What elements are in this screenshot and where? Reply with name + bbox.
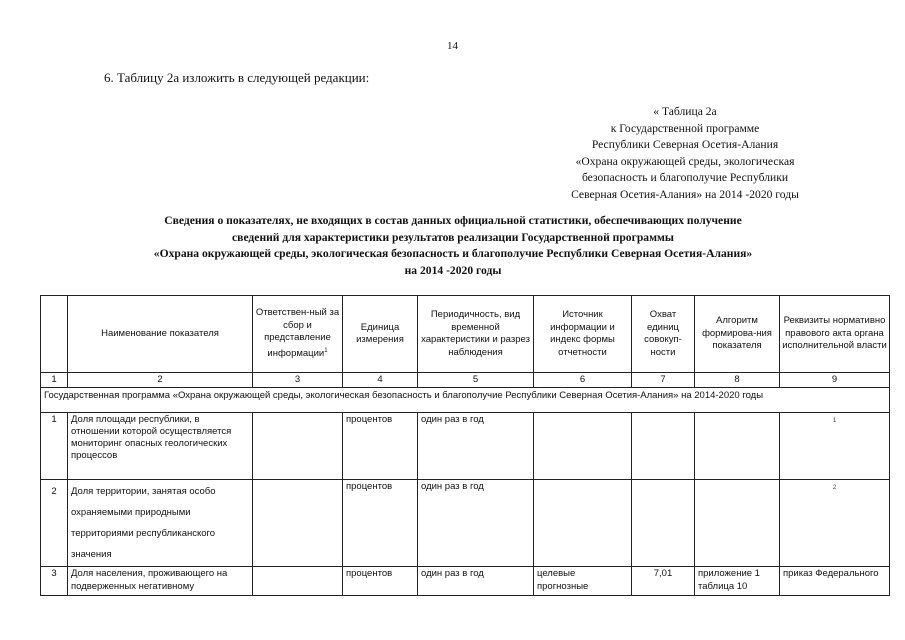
column-number: 9 bbox=[780, 373, 890, 388]
column-number: 5 bbox=[418, 373, 534, 388]
coverage-cell: 7,01 bbox=[632, 567, 695, 596]
column-number: 7 bbox=[632, 373, 695, 388]
requisites-cell bbox=[780, 413, 890, 480]
table-reference-line: к Государственной программе bbox=[610, 121, 760, 135]
source-cell: целевые прогнозные bbox=[534, 567, 632, 596]
program-title-cell: Государственная программа «Охрана окружающей среды, экологическая безопасность и благополучие Республики Северная Осетия-Алания» на 2014-2020 годы bbox=[41, 388, 890, 413]
indicator-name: Доля населения, проживающего на подверженных негативному bbox=[68, 567, 253, 596]
document-title bbox=[40, 213, 866, 279]
table-row bbox=[41, 413, 890, 480]
column-number-row bbox=[41, 373, 890, 388]
indicators-table bbox=[40, 295, 890, 596]
table-row bbox=[41, 567, 890, 596]
algorithm-cell bbox=[695, 413, 780, 480]
header-cell: Периодичность, вид временной характеристики и разрез наблюдения bbox=[418, 296, 534, 373]
algorithm-cell: приложение 1 таблица 10 bbox=[695, 567, 780, 596]
program-row bbox=[41, 388, 890, 413]
row-number: 1 bbox=[41, 413, 68, 480]
periodicity-cell: один раз в год bbox=[418, 567, 534, 596]
table-row bbox=[41, 480, 890, 567]
column-number: 8 bbox=[695, 373, 780, 388]
footnote-marker: 1 bbox=[832, 418, 837, 424]
table-reference-line: безопасность и благополучие Республики bbox=[581, 171, 789, 184]
requisites-cell bbox=[780, 480, 890, 567]
header-row bbox=[41, 296, 890, 373]
responsible-cell bbox=[253, 567, 343, 596]
column-number: 6 bbox=[534, 373, 632, 388]
indicator-name: Доля территории, занятая особо охраняемыми природными территориями республиканского значения bbox=[68, 480, 253, 567]
header-cell bbox=[253, 296, 343, 373]
row-number: 2 bbox=[41, 480, 68, 567]
title-line: «Охрана окружающей среды, экологическая безопасность и благополучие Республики Северная Осетия-Алания» bbox=[153, 247, 753, 260]
header-text: Ответствен-ный за сбор и представление информации bbox=[255, 307, 340, 360]
coverage-cell bbox=[632, 413, 695, 480]
responsible-cell bbox=[253, 480, 343, 567]
header-cell bbox=[41, 296, 68, 373]
footnote-marker: 1 bbox=[324, 347, 328, 354]
header-cell: Наименование показателя bbox=[68, 296, 253, 373]
intro-paragraph: 6. Таблицу 2а изложить в следующей редакции: bbox=[104, 70, 370, 85]
column-number: 4 bbox=[343, 373, 418, 388]
title-line: Сведения о показателях, не входящих в состав данных официальной статистики, обеспечивающих получение bbox=[164, 214, 742, 227]
row-number: 3 bbox=[41, 567, 68, 596]
coverage-cell bbox=[632, 480, 695, 567]
column-number: 3 bbox=[253, 373, 343, 388]
table-reference-line: « Таблица 2а bbox=[653, 105, 717, 118]
table-reference-line: Северная Осетия-Алания» на 2014 -2020 годы bbox=[571, 187, 799, 201]
column-number: 2 bbox=[68, 373, 253, 388]
column-number: 1 bbox=[41, 373, 68, 388]
source-cell bbox=[534, 413, 632, 480]
header-cell: Охват единиц совокуп-ности bbox=[632, 296, 695, 373]
unit-cell: процентов bbox=[343, 413, 418, 480]
header-cell: Алгоритм формирова-ния показателя bbox=[695, 296, 780, 373]
unit-cell: процентов bbox=[343, 480, 418, 567]
header-cell: Единица измерения bbox=[343, 296, 418, 373]
title-line: на 2014 -2020 годы bbox=[404, 263, 502, 277]
periodicity-cell: один раз в год bbox=[418, 413, 534, 480]
algorithm-cell bbox=[695, 480, 780, 567]
responsible-cell bbox=[253, 413, 343, 480]
requisites-cell: приказ Федерального bbox=[780, 567, 890, 596]
title-line: сведений для характеристики результатов реализации Государственной программы bbox=[232, 230, 674, 244]
header-cell: Источник информации и индекс формы отчетности bbox=[534, 296, 632, 373]
unit-cell: процентов bbox=[343, 567, 418, 596]
table-reference-line: «Охрана окружающей среды, экологическая bbox=[575, 154, 795, 168]
header-cell: Реквизиты нормативно правового акта органа исполнительной власти bbox=[780, 296, 890, 373]
periodicity-cell: один раз в год bbox=[418, 480, 534, 567]
source-cell bbox=[534, 480, 632, 567]
table-reference-block bbox=[535, 104, 835, 203]
page-number: 14 bbox=[447, 40, 458, 52]
indicator-name: Доля площади республики, в отношении которой осуществляется мониторинг опасных геологических процессов bbox=[68, 413, 253, 480]
table-reference-line: Республики Северная Осетия-Алания bbox=[591, 138, 779, 151]
footnote-marker: 2 bbox=[832, 485, 837, 491]
